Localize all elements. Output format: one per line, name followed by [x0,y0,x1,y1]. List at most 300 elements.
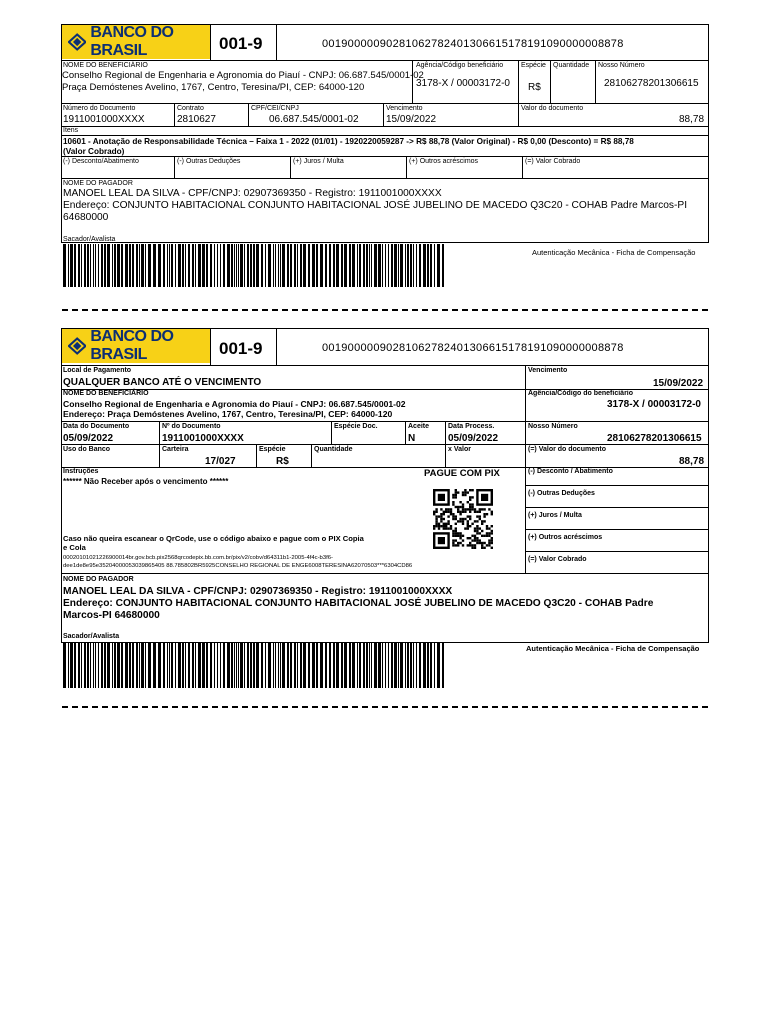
qr-module [450,508,452,510]
barcode-bar [175,642,176,688]
qr-module [440,508,442,510]
barcode-bar [234,642,235,688]
barcode-bar [163,642,165,688]
barcode-bar [287,244,289,287]
barcode-bar [371,642,372,688]
barcode-bar [139,244,140,287]
barcode-bar [238,244,239,287]
qr-module [483,547,485,549]
qr-module [462,539,464,541]
barcode-bar [148,642,151,688]
qr-module [481,542,483,544]
slip-bank-code: 001-9 [219,339,263,358]
qr-module [471,544,473,546]
qr-module [474,527,476,529]
qr-module [476,525,478,527]
barcode-bar [158,244,161,287]
barcode-bar [400,244,403,287]
qr-module [471,539,473,541]
barcode-bar [104,244,106,287]
qr-module [469,544,471,546]
qr-module [447,520,449,522]
qr-module [455,518,457,520]
barcode-bar [316,642,318,688]
qr-module [471,506,473,508]
barcode-bar [163,244,165,287]
nosso-numero-value: 28106278201306615 [604,78,699,89]
qr-module [483,542,485,544]
barcode-bar [178,244,181,287]
qr-module [443,527,445,529]
barcode-bar [268,244,271,287]
barcode-bar [413,244,414,287]
barcode-bar [81,642,82,688]
barcode-bar [382,642,383,688]
slip-valor-doc-value: 88,78 [679,456,705,467]
barcode-bar [275,642,276,688]
qr-module [438,527,440,529]
qr-module [440,520,442,522]
qr-module [462,544,464,546]
qr-module [435,523,437,525]
barcode-bar [359,642,361,688]
barcode-bar [202,642,205,688]
qr-module [452,535,454,537]
bank-code: 001-9 [219,34,263,53]
barcode-bar [68,642,69,688]
barcode-bar [195,244,196,287]
qr-module [462,494,464,496]
qr-module [445,523,447,525]
qr-module [459,535,461,537]
barcode-bar [316,244,318,287]
qr-module [479,527,481,529]
qr-module [481,544,483,546]
barcode-bar [391,244,393,287]
qr-module [452,496,454,498]
barcode-bar [265,642,266,688]
barcode-bar [256,244,259,287]
barcode-bar [93,244,94,287]
qr-module [457,544,459,546]
barcode-bar [185,244,186,287]
qr-module [443,518,445,520]
qr-module [481,530,483,532]
qr-module [474,520,476,522]
barcode-bar [407,244,409,287]
pague-pix: PAGUE COM PIX [424,468,500,479]
barcode-bar [169,642,170,688]
qr-module [455,506,457,508]
qr-module [471,508,473,510]
qr-module [467,491,469,493]
barcode-bar [294,642,296,688]
barcode-bar [220,244,221,287]
barcode-bar [282,244,285,287]
barcode-bar [287,642,289,688]
slip-nosso-numero-label: Nosso Número [528,423,578,430]
receipt-barcode [63,244,449,287]
barcode-bar [278,642,279,688]
barcode-bar [378,244,381,287]
qr-module [457,511,459,513]
qr-module [462,508,464,510]
qr-module [447,508,449,510]
barcode-bar [359,244,361,287]
barcode-bar [290,642,292,688]
barcode-bar [136,244,138,287]
qr-module [459,518,461,520]
barcode-bar [278,244,279,287]
barcode-bar [290,244,292,287]
qr-module [467,537,469,539]
qr-module [469,525,471,527]
num-doc-label: Nº do Documento [162,423,221,430]
valor-doc-label: Valor do documento [521,105,584,112]
barcode-bar [430,642,432,688]
barcode-bar [265,244,266,287]
barcode-bar [398,244,399,287]
qr-module [476,532,478,534]
barcode-bar [185,642,186,688]
slip-quantidade-label: Quantidade [314,446,353,453]
qr-module [476,527,478,529]
barcode-bar [398,642,399,688]
qr-module [469,503,471,505]
barcode-bar [320,642,323,688]
qr-module [471,547,473,549]
qr-module [455,496,457,498]
qr-module [459,506,461,508]
barcode-bar [388,642,389,688]
barcode-bar [303,642,306,688]
qr-module [488,535,490,537]
barcode-bar [394,244,397,287]
qr-module [479,542,481,544]
barcode-bar [333,642,335,688]
barcode-bar [244,244,245,287]
qr-module [440,513,442,515]
doc-number-value: 1911001000XXXX [63,114,145,125]
barcode-bar [93,642,94,688]
barcode-bar [240,244,243,287]
barcode-bar [363,244,365,287]
barcode-bar [148,244,151,287]
barcode-bar [153,244,156,287]
barcode-bar [419,244,421,287]
barcode-bar [188,244,190,287]
barcode-bar [256,642,259,688]
barcode-bar [385,244,386,287]
qr-module [486,532,488,534]
barcode-bar [341,642,343,688]
qr-module [474,508,476,510]
qr-module [488,532,490,534]
barcode-bar [84,642,86,688]
outras-deducoes-label: (-) Outras Deduções [177,158,241,165]
qr-module [479,515,481,517]
barcode-bar [206,244,208,287]
barcode-bar [325,642,327,688]
barcode-bar [410,244,412,287]
qr-module [462,518,464,520]
qr-module [471,489,473,491]
qr-module [471,535,473,537]
barcode-bar [275,244,276,287]
barcode-bar [437,244,440,287]
agency-label: Agência/Código beneficiário [416,62,504,69]
bank-name: BANCO DO BRASIL [90,24,174,59]
barcode-bar [374,244,377,287]
vencimento-value: 15/09/2022 [386,114,437,125]
qr-module [483,535,485,537]
qr-module [462,503,464,505]
slip-autenticacao: Autenticação Mecânica - Ficha de Compensação [526,644,700,653]
barcode-bar [419,642,421,688]
barcode-bar [437,642,440,688]
qr-module [488,539,490,541]
qr-module [486,535,488,537]
data-doc-label: Data do Documento [63,423,130,430]
slip-vencimento-label: Vencimento [528,367,568,374]
barcode-bar [410,642,412,688]
qr-module [486,544,488,546]
especie-value: R$ [528,82,541,93]
barcode-bar [121,244,123,287]
qr-module [474,537,476,539]
barcode-bar [423,642,426,688]
slip-nosso-numero-value: 28106278201306615 [607,433,702,444]
barcode-bar [303,244,306,287]
qr-module [476,511,478,513]
qr-module [481,508,483,510]
barcode-bar [129,244,131,287]
barcode-bar [394,642,397,688]
data-doc-value: 05/09/2022 [63,433,114,444]
qr-module [455,527,457,529]
bank-logo-icon [68,32,86,52]
barcode-bar [121,642,123,688]
digitable-line: 00190000090281062782401306615178191090000008878 [322,38,624,50]
barcode-bar [210,642,212,688]
qr-module [469,506,471,508]
barcode-bar [153,642,156,688]
qr-module [474,544,476,546]
barcode-bar [357,642,358,688]
barcode-bar [169,244,170,287]
barcode-bar [312,642,315,688]
qr-module [445,508,447,510]
qr-module [469,537,471,539]
barcode-bar [188,642,190,688]
barcode-bar [344,642,347,688]
barcode-bar [247,642,249,688]
barcode-bar [74,244,76,287]
qr-module [479,518,481,520]
barcode-bar [192,244,194,287]
qr-module [474,511,476,513]
slip-sacador-label: Sacador/Avalista [63,633,120,640]
pix-code-line1[interactable]: 00020101021226900014br.gov.bcb.pix2568qrcodepix.bb.com.br/pix/v2/cobv/d64311b1-2005-4f4c-b3f6- [63,555,333,561]
barcode-bar [308,244,310,287]
barcode-bar [297,642,298,688]
barcode-bar [371,244,372,287]
qr-module [491,537,493,539]
qr-module [455,530,457,532]
barcode-bar [63,642,66,688]
barcode-bar [282,642,285,688]
barcode-bar [400,642,403,688]
qr-module [474,530,476,532]
barcode-bar [182,244,184,287]
slip-agency-label: Agência/Código do beneficiário [528,390,634,397]
barcode-bar [98,642,99,688]
cut-line-top [62,309,708,311]
barcode-bar [114,642,116,688]
payer-line1: MANOEL LEAL DA SILVA - CPF/CNPJ: 02907369350 - Registro: 1911001000XXXX [63,188,442,199]
aceite-value: N [408,433,416,444]
barcode-bar [220,642,221,688]
qr-module [464,489,466,491]
barcode-bar [70,642,73,688]
barcode-bar [325,244,327,287]
qr-module [459,537,461,539]
barcode-bar [90,642,91,688]
qr-module [483,508,485,510]
slip-bank-logo-icon [68,336,86,356]
barcode-bar [349,244,351,287]
qr-module [452,542,454,544]
barcode-bar [357,244,358,287]
qr-module [443,511,445,513]
barcode-bar [192,642,194,688]
qr-module [464,494,466,496]
qr-module [455,494,457,496]
slip-desconto-label: (-) Desconto / Abatimento [528,468,613,475]
barcode-bar [388,244,389,287]
qr-module [491,513,493,515]
barcode-bar [125,642,128,688]
qr-module [481,535,483,537]
instrucoes-label: Instruções [63,468,99,475]
slip-bank-logo [62,329,210,363]
aceite-label: Aceite [408,423,430,430]
barcode-bar [405,642,406,688]
qr-module [476,515,478,517]
barcode-bar [273,642,274,688]
barcode-bar [117,244,120,287]
qr-module [433,511,435,513]
barcode-bar [74,642,76,688]
barcode-bar [369,244,370,287]
qr-module [452,503,454,505]
barcode-bar [240,642,243,688]
valor-doc-value: 88,78 [679,114,705,125]
barcode-bar [87,244,89,287]
barcode-bar [63,244,66,287]
qr-module [462,520,464,522]
barcode-bar [158,642,161,688]
barcode-bar [206,642,208,688]
barcode-bar [107,244,110,287]
barcode-bar [214,244,215,287]
barcode-bar [101,244,103,287]
pix-code-line2[interactable]: dee1de8e95e35204000053039865405 88.785802BR5925CONSELHO REGIONAL DE ENGE6008TERESINA62070503***6304CD86 [63,563,413,569]
qr-module [452,494,454,496]
slip-payer-line2: Endereço: CONJUNTO HABITACIONAL CONJUNTO HABITACIONAL JOSÉ JUBELINO DE MACEDO Q3C20 - COHAB Padre [63,598,654,609]
qr-module [474,547,476,549]
qr-module [452,530,454,532]
barcode-bar [145,244,146,287]
barcode-bar [231,244,233,287]
qr-module [486,525,488,527]
qr-module [440,515,442,517]
barcode-bar [320,244,323,287]
barcode-bar [78,642,80,688]
data-process-value: 05/09/2022 [448,433,499,444]
barcode-bar [87,642,89,688]
qr-module [491,511,493,513]
qr-module [440,525,442,527]
barcode-bar [231,642,233,688]
num-doc-value: 1911001000XXXX [162,433,244,444]
itens-label: Itens [63,127,79,134]
barcode-bar [329,244,331,287]
qr-module [443,523,445,525]
data-process-label: Data Process. [448,423,495,430]
qr-module [445,525,447,527]
qr-module [445,527,447,529]
barcode-bar [427,642,429,688]
especie-label: Espécie [521,62,546,69]
barcode-bar [366,244,368,287]
qr-module [435,518,437,520]
barcode-bar [84,244,86,287]
qr-module [464,527,466,529]
barcode-bar [273,244,274,287]
qr-module [491,542,493,544]
barcode-bar [280,642,281,688]
slip-valor-cobrado-label: (=) Valor Cobrado [528,556,587,563]
qr-module [452,532,454,534]
qr-module [462,535,464,537]
qr-module [450,513,452,515]
pix-qr-code[interactable] [433,489,493,549]
qr-module [479,511,481,513]
desconto-label: (-) Desconto/Abatimento [63,158,139,165]
payer-label: NOME DO PAGADOR [63,180,133,187]
carteira-value: 17/027 [205,456,236,467]
qr-module [459,501,461,503]
qr-module [452,501,454,503]
pix-text-line1: Caso não queira escanear o QrCode, use o código abaixo e pague com o PIX Copia [63,534,364,543]
payer-line2: Endereço: CONJUNTO HABITACIONAL CONJUNTO HABITACIONAL JOSÉ JUBELINO DE MACEDO Q3C20 - COHAB Padre Marcos-PI [63,200,688,211]
itens-line1: 10601 - Anotação de Responsabilidade Técnica – Faixa 1 - 2022 (01/01) - 1920220059287 -> R$ 88,78 (Valor Original) - R$ 0,00 (Desconto) = R$ 88,78 [63,137,634,146]
qr-module [457,508,459,510]
sacador-label: Sacador/Avalista [63,236,116,243]
qr-module [457,532,459,534]
outros-acrescimos-label: (+) Outros acréscimos [409,158,479,165]
qr-module [483,513,485,515]
vencimento-label: Vencimento [386,105,423,112]
barcode-bar [300,244,302,287]
qr-module [433,525,435,527]
qr-module [455,535,457,537]
uso-banco-label: Uso do Banco [63,446,111,453]
qr-module [481,547,483,549]
barcode-bar [171,244,173,287]
qr-module [433,513,435,515]
